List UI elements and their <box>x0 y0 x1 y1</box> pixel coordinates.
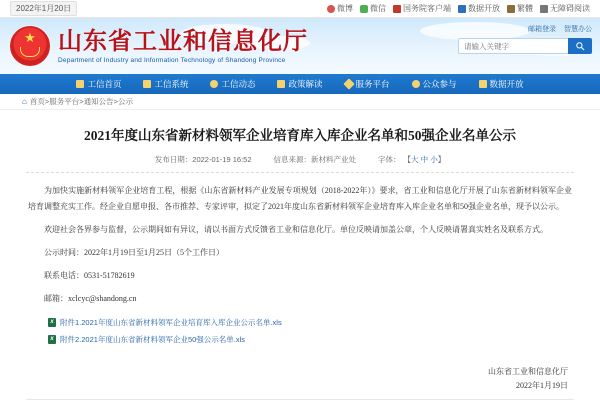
service-icon <box>343 78 354 89</box>
topbar-link-govapp[interactable] <box>393 3 451 14</box>
article-container <box>0 110 600 393</box>
accessibility-icon <box>540 5 548 13</box>
nav-item-service[interactable] <box>334 74 401 94</box>
govapp-icon <box>393 5 401 13</box>
publish-time-label: 发布日期： <box>154 155 193 164</box>
xls-file-icon <box>48 335 56 344</box>
publish-time-value: 2022-01-19 16:52 <box>192 155 252 164</box>
site-title-cn: 山东省工业和信息化厅 <box>58 28 308 55</box>
topbar-link-weibo-label: 微博 <box>337 4 353 13</box>
attachment-label: 附件2.2021年度山东省新材料领军企业50强公示名单.xls <box>60 335 246 344</box>
signature-org: 山东省工业和信息化厅 <box>488 367 568 376</box>
article-paragraph: 联系电话：0531-51782619 <box>44 271 135 280</box>
topbar-link-data-label: 数据开放 <box>468 4 500 13</box>
banner-right <box>458 24 592 54</box>
topbar-link-accessibility-label: 无障碍阅读 <box>550 4 590 13</box>
site-banner <box>0 18 600 74</box>
topbar-links <box>327 3 590 14</box>
nav-item-public[interactable] <box>401 74 468 94</box>
topbar-link-govapp-label: 国务院客户端 <box>403 4 451 13</box>
banner-links <box>458 24 592 34</box>
nav-item-system[interactable] <box>132 74 199 94</box>
page-title: 2021年度山东省新材料领军企业培育库入库企业名单和50强企业名单公示 <box>84 128 516 143</box>
article-paragraph: 邮箱：xclcyc@shandong.cn <box>44 294 137 303</box>
topbar-link-data[interactable] <box>458 3 500 14</box>
footer-divider <box>26 399 574 400</box>
top-utility-bar <box>0 0 600 18</box>
data-icon <box>458 5 466 13</box>
nav-item-service-label: 服务平台 <box>355 79 390 89</box>
fontsize-small[interactable]: 小 <box>430 155 438 164</box>
fontsize-medium[interactable]: 中 <box>420 155 429 164</box>
attachment-list <box>26 317 574 345</box>
doc-icon <box>277 80 285 88</box>
breadcrumb <box>0 94 600 110</box>
article-meta <box>26 154 574 173</box>
article-body <box>26 173 574 307</box>
xls-file-icon <box>48 318 56 327</box>
source-label: 信息来源： <box>273 155 312 164</box>
topbar-left <box>10 1 77 16</box>
smart-office-link[interactable]: 智慧办公 <box>564 26 592 33</box>
topbar-link-weibo[interactable] <box>327 3 353 14</box>
nav-item-news-label: 工信动态 <box>221 79 256 89</box>
nav-item-data[interactable] <box>468 74 535 94</box>
national-emblem-icon <box>10 26 50 66</box>
home-icon: ⌂ <box>22 97 27 106</box>
topbar-link-wechat[interactable] <box>360 3 386 14</box>
topbar-link-accessibility[interactable] <box>540 3 590 14</box>
nav-item-data-label: 数据开放 <box>489 79 524 89</box>
fontsize-group: 【大 中 小】 <box>403 155 446 164</box>
publish-time <box>155 154 252 165</box>
main-nav <box>0 74 600 94</box>
search-button[interactable] <box>568 38 592 54</box>
article-paragraph: 欢迎社会各界参与监督，公示期间如有异议，请以书面方式反馈省工业和信息化厅。单位反映请加盖公章，个人反映请署真实姓名及联系方式。 <box>44 225 548 234</box>
site-title-en: Department of Industry and Information Technology of Shandong Province <box>58 56 286 64</box>
traditional-icon <box>507 5 515 13</box>
site-titles <box>58 29 308 64</box>
topbar-link-traditional-label: 繁體 <box>517 4 533 13</box>
article-paragraph: 公示时间：2022年1月19日至1月25日（5个工作日） <box>44 248 224 257</box>
database-icon <box>479 80 487 88</box>
attachment-item[interactable] <box>48 334 574 345</box>
signature-date: 2022年1月19日 <box>516 381 568 390</box>
news-icon <box>210 80 218 88</box>
search-input[interactable] <box>458 38 568 54</box>
topbar-link-wechat-label: 微信 <box>370 4 386 13</box>
attachment-item[interactable] <box>48 317 574 328</box>
fontsize-large[interactable]: 大 <box>411 155 419 164</box>
nav-item-home-label: 工信首页 <box>87 79 122 89</box>
article-paragraph: 为加快实施新材料领军企业培育工程，根据《山东省新材料产业发展专项规划（2018-2022年）》要求，省工业和信息化厅开展了山东省新材料领军企业培育调整充实工作。经企业自愿申报、各市推荐、专家评审，拟定了2021年度山东省新材料领军企业培育库入库企业名单和50强企业名单，现予以公示。 <box>28 186 572 211</box>
nav-item-news[interactable] <box>199 74 266 94</box>
people-icon <box>412 80 420 88</box>
fontsize-control <box>378 154 445 165</box>
search-icon <box>575 41 585 51</box>
weibo-icon <box>327 5 335 13</box>
source <box>274 154 357 165</box>
nav-item-policy-label: 政策解读 <box>288 79 323 89</box>
source-value: 新材料产业处 <box>311 155 357 164</box>
nav-item-public-label: 公众参与 <box>422 79 457 89</box>
breadcrumb-text[interactable]: 首页>服务平台>通知公告>公示 <box>29 97 133 106</box>
attachment-label: 附件1.2021年度山东省新材料领军企业培育库入库企业公示名单.xls <box>60 318 282 327</box>
topbar-link-traditional[interactable] <box>507 3 533 14</box>
nav-item-policy[interactable] <box>266 74 333 94</box>
nav-item-system-label: 工信系统 <box>154 79 189 89</box>
home-icon <box>76 80 84 88</box>
grid-icon <box>143 80 151 88</box>
mail-login-link[interactable]: 邮箱登录 <box>528 26 557 33</box>
wechat-icon <box>360 5 368 13</box>
current-date: 2022年1月20日 <box>10 1 77 16</box>
nav-item-home[interactable] <box>65 74 132 94</box>
article-signature <box>26 351 574 393</box>
fontsize-label: 字体： <box>378 155 401 164</box>
search-box <box>458 38 592 54</box>
